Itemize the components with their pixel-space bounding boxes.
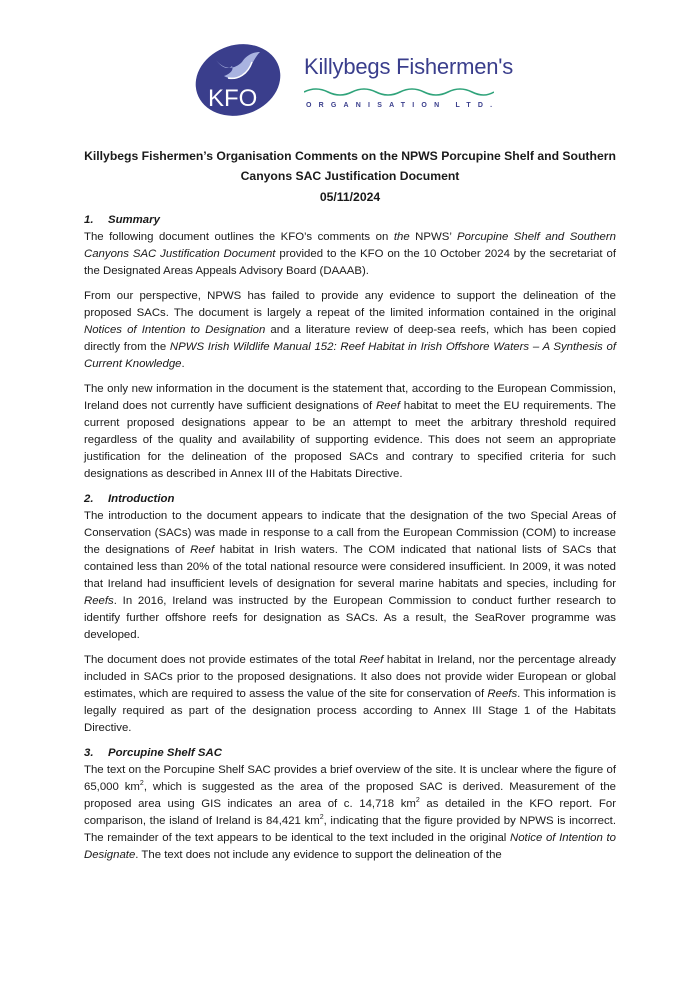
section-title: Porcupine Shelf SAC [108,747,222,759]
title-line-1: Killybegs Fishermen’s Organisation Comments on the NPWS Porcupine Shelf and Southern [84,149,616,163]
title-line-2: Canyons SAC Justification Document [240,169,460,183]
document-body [84,212,616,872]
section-number: 2. [84,493,94,505]
logo-organisation-name: Killybegs Fishermen's [304,54,514,79]
section-title: Introduction [108,493,175,505]
wave-icon [304,86,494,98]
logo-subtitle: ORGANISATION LTD. [306,102,500,109]
introduction-paragraph-1: The introduction to the document appears to indicate that the designation of the two Special Areas of Conservation (SACs) was made in response to a call from the European Commission (COM) to increase the designations of Reef habitat in Irish waters. The COM indicated that national lists of SACs that contained less than 20% of the total national resource were considered insufficient. In 2009, it was noted that Ireland had insufficient levels of designation for several marine habitats and species, including for Reefs. In 2016, Ireland was instructed by the European Commission to conduct further research to identify further offshore reefs for designation as SACs. As a result, the SeaRover programme was developed. [84,510,616,641]
section-heading-introduction [84,491,616,508]
summary-paragraph-3: The only new information in the document is the statement that, according to the European Commission, Ireland does not currently have sufficient designations of Reef habitat to meet the EU requirements. The current proposed designations appear to be an attempt to meet the arbitrary threshold required regardless of the quality and availability of supporting evidence. This does not seem an appropriate justification for the delineation of the proposed SACs and contrary to specified criteria for such designations as described in Annex III of the Habitats Directive. [84,383,617,480]
section-heading-summary [84,212,616,229]
section-heading-porcupine-shelf [84,745,616,762]
summary-paragraph-1: The following document outlines the KFO’s comments on the NPWS’ Porcupine Shelf and Southern Canyons SAC Justification Document provided to the KFO on the 10 October 2024 by the secretariat of the Designated Areas Appeals Advisory Board (DAAAB). [84,231,617,277]
document-date: 05/11/2024 [319,190,381,204]
logo-mark-text: KFO [208,85,258,112]
section-title: Summary [108,214,160,226]
section-number: 1. [84,214,94,226]
section-number: 3. [84,747,94,759]
kfo-logo [194,40,514,120]
kfo-fish-logo-icon [194,40,284,118]
document-title [80,146,620,186]
summary-paragraph-2: From our perspective, NPWS has failed to provide any evidence to support the delineation of the proposed SACs. The document is largely a repeat of the limited information contained in the original Notices of Intention to Designation and a literature review of deep-sea reefs, which has been copied directly from the NPWS Irish Wildlife Manual 152: Reef Habitat in Irish Offshore Waters – A Synthesis of Current Knowledge. [84,290,616,370]
porcupine-paragraph-1: The text on the Porcupine Shelf SAC provides a brief overview of the site. It is unclear where the figure of 65,000 $km^2$, which is suggested as the area of the proposed SAC is derived. Measurement of the proposed area using GIS indicates an area of c. 14,718 $km^2$ as detailed in the KFO report. For comparison, the island of Ireland is 84,421 $km^2$, indicating that the figure provided by NPWS is incorrect. The remainder of the text appears to be identical to the text included in the original Notice of Intention to Designate. The text does not include any evidence to support the delineation of the [84,764,616,861]
introduction-paragraph-2: The document does not provide estimates of the total Reef habitat in Ireland, nor the percentage already included in SACs prior to the proposed designations. It also does not provide wider European or global estimates, which are required to assess the value of the site for conservation of Reefs. This information is legally required as part of the designation process according to Annex III Stage 1 of the Habitats Directive. [84,654,617,734]
